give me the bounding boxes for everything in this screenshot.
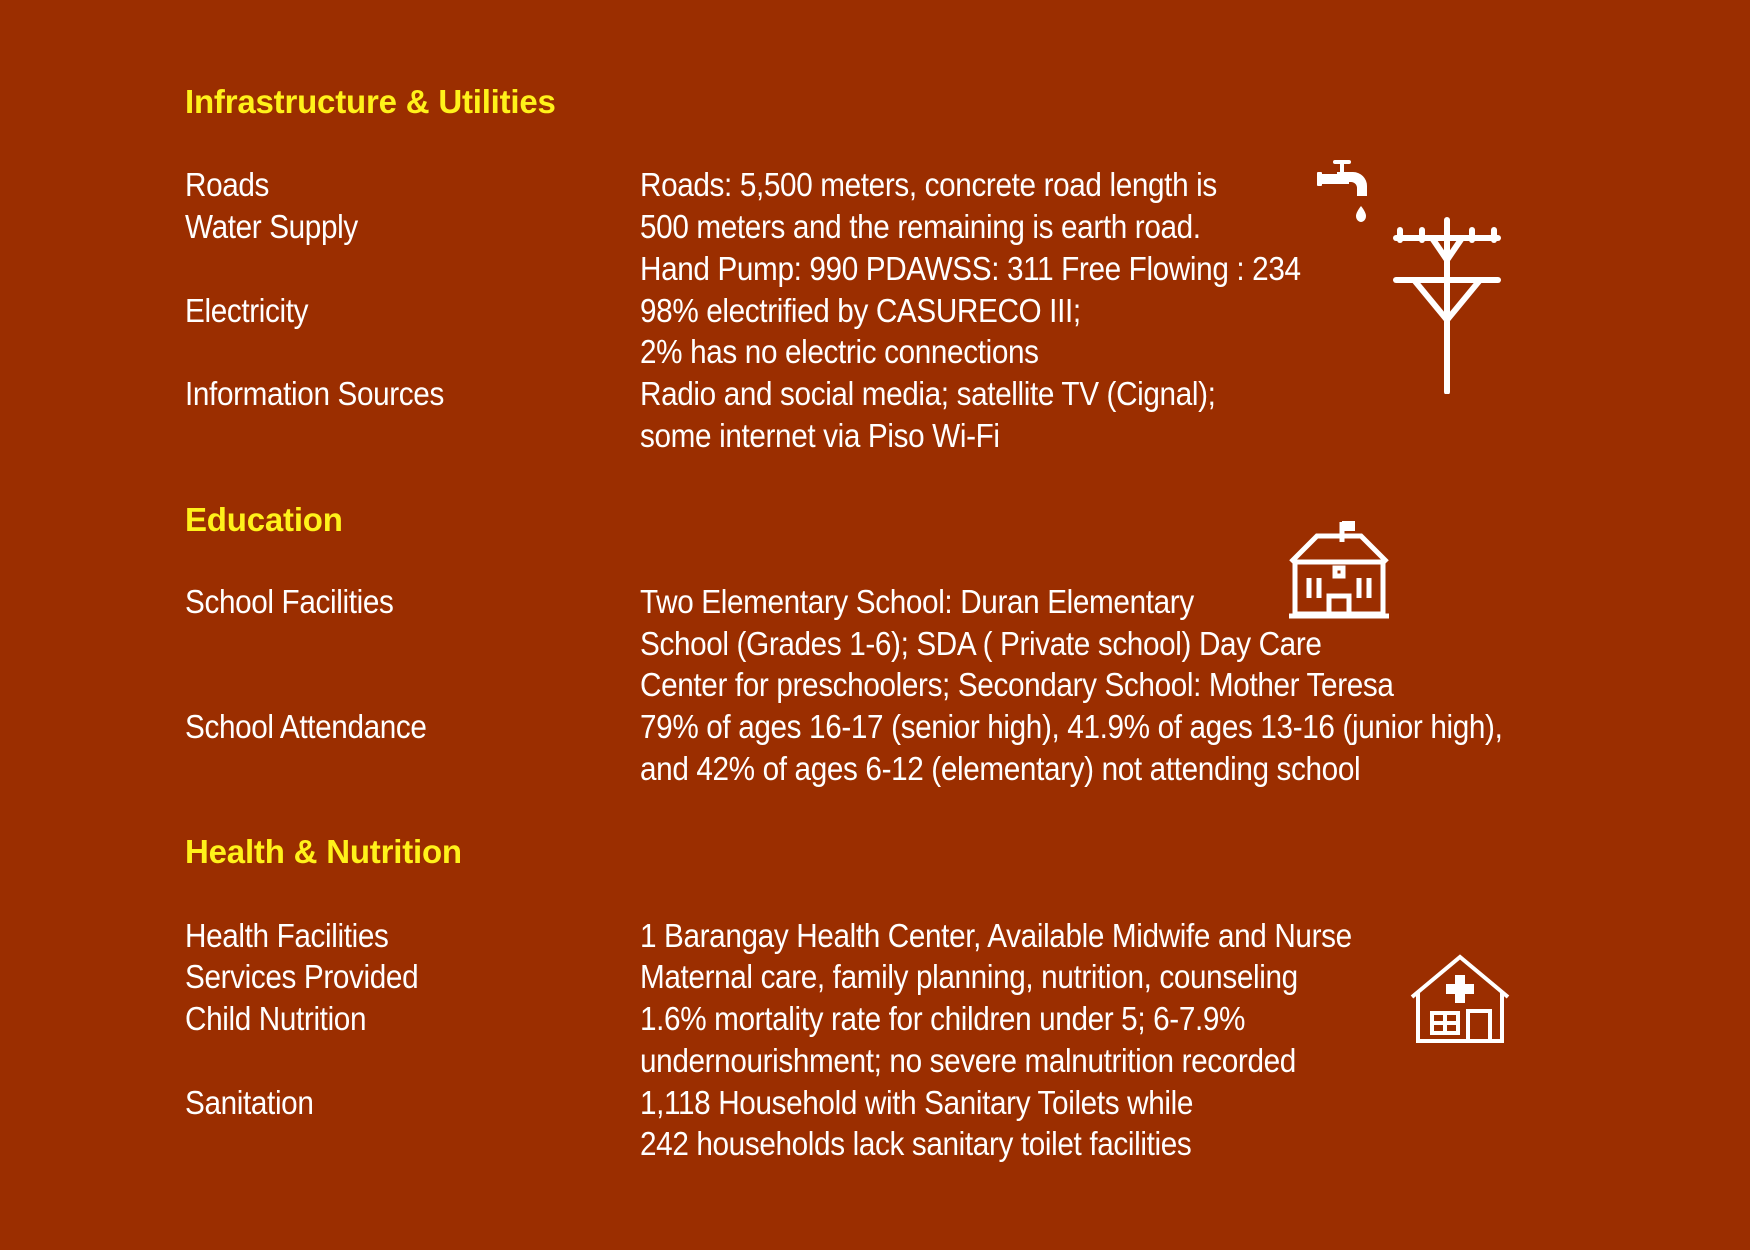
label-school-attendance: School Attendance <box>185 708 427 745</box>
label-roads: Roads <box>185 166 270 203</box>
value-sanitation-line2: 242 households lack sanitary toilet facilities <box>640 1125 1192 1162</box>
value-water-supply: Hand Pump: 990 PDAWSS: 311 Free Flowing : 234 <box>640 250 1301 287</box>
label-health-facilities: Health Facilities <box>185 917 389 954</box>
value-child-nutrition-line1: 1.6% mortality rate for children under 5; 6-7.9% <box>640 1000 1246 1037</box>
section-heading-education: Education <box>185 501 343 538</box>
section-heading-health: Health & Nutrition <box>185 833 462 870</box>
health-center-icon <box>1410 953 1510 1045</box>
value-services-provided: Maternal care, family planning, nutrition, counseling <box>640 958 1298 995</box>
label-sanitation: Sanitation <box>185 1084 314 1121</box>
value-school-facilities-line3: Center for preschoolers; Secondary School: Mother Teresa <box>640 666 1394 703</box>
label-water-supply: Water Supply <box>185 208 358 245</box>
value-child-nutrition-line2: undernourishment; no severe malnutrition recorded <box>640 1042 1296 1079</box>
value-electricity-line2: 2% has no electric connections <box>640 333 1039 370</box>
school-icon <box>1289 518 1389 620</box>
label-information-sources: Information Sources <box>185 375 444 412</box>
value-electricity-line1: 98% electrified by CASURECO III; <box>640 292 1081 329</box>
label-services-provided: Services Provided <box>185 958 419 995</box>
section-heading-infrastructure: Infrastructure & Utilities <box>185 83 556 120</box>
value-school-facilities-line2: School (Grades 1-6); SDA ( Private school) Day Care <box>640 625 1322 662</box>
value-school-attendance-line2: and 42% of ages 6-12 (elementary) not attending school <box>640 750 1361 787</box>
value-school-attendance-line1: 79% of ages 16-17 (senior high), 41.9% of ages 13-16 (junior high), <box>640 708 1503 745</box>
label-electricity: Electricity <box>185 292 309 329</box>
label-child-nutrition: Child Nutrition <box>185 1000 367 1037</box>
value-roads-line1: Roads: 5,500 meters, concrete road length is <box>640 166 1217 203</box>
value-info-line2: some internet via Piso Wi-Fi <box>640 417 1000 454</box>
value-health-facilities: 1 Barangay Health Center, Available Midwife and Nurse <box>640 917 1352 954</box>
water-faucet-icon <box>1313 156 1375 232</box>
value-sanitation-line1: 1,118 Household with Sanitary Toilets while <box>640 1084 1194 1121</box>
utility-pole-icon <box>1392 216 1502 394</box>
value-school-facilities-line1: Two Elementary School: Duran Elementary <box>640 583 1194 620</box>
label-school-facilities: School Facilities <box>185 583 394 620</box>
value-roads-line2: 500 meters and the remaining is earth road. <box>640 208 1201 245</box>
value-info-line1: Radio and social media; satellite TV (Cignal); <box>640 375 1216 412</box>
